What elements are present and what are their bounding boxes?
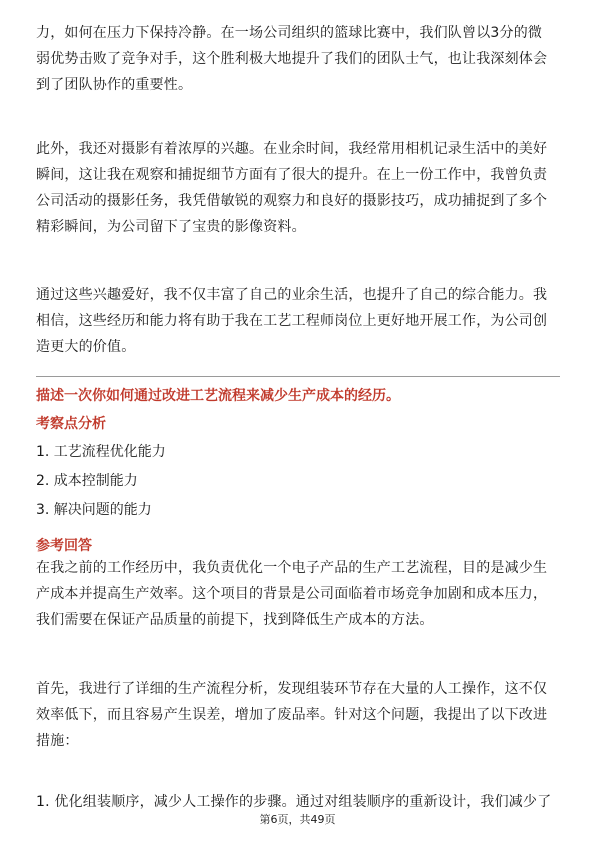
interview-question: 描述一次你如何通过改进工艺流程来减少生产成本的经历。 [36, 388, 400, 404]
text-line: 相信，这些经历和能力将有助于我在工艺工程师岗位上更好地开展工作，为公司创 [36, 313, 548, 329]
analysis-item: 3. 解决问题的能力 [36, 502, 152, 518]
answer-paragraph-analysis [36, 676, 560, 754]
text-line: 瞬间，这让我在观察和捕捉细节方面有了很大的提升。在上一份工作中，我曾负责 [36, 167, 548, 183]
text-line: 公司活动的摄影任务，我凭借敏锐的观察力和良好的摄影技巧，成功捕捉到了多个 [36, 193, 548, 209]
text-line: 1. 优化组装顺序，减少人工操作的步骤。通过对组装顺序的重新设计，我们减少了 [36, 794, 552, 810]
text-line: 措施： [36, 733, 79, 749]
answer-paragraph-background [36, 555, 560, 633]
analysis-heading: 考察点分析 [36, 416, 106, 432]
analysis-item: 2. 成本控制能力 [36, 473, 138, 489]
paragraph-teamwork [36, 20, 560, 98]
text-line: 力，如何在压力下保持冷静。在一场公司组织的篮球比赛中，我们队曾以3分的微 [36, 25, 543, 41]
answer-heading: 参考回答 [36, 538, 92, 554]
text-line: 产成本并提高生产效率。这个项目的背景是公司面临着市场竞争加剧和成本压力， [36, 586, 548, 602]
text-line: 精彩瞬间，为公司留下了宝贵的影像资料。 [36, 219, 306, 235]
section-divider [36, 376, 560, 377]
text-line: 造更大的价值。 [36, 339, 136, 355]
text-line: 通过这些兴趣爱好，我不仅丰富了自己的业余生活，也提升了自己的综合能力。我 [36, 287, 548, 303]
text-line: 此外，我还对摄影有着浓厚的兴趣。在业余时间，我经常用相机记录生活中的美好 [36, 141, 548, 157]
analysis-item: 1. 工艺流程优化能力 [36, 444, 166, 460]
text-line: 效率低下，而且容易产生误差，增加了废品率。针对这个问题，我提出了以下改进 [36, 707, 548, 723]
text-line: 在我之前的工作经历中，我负责优化一个电子产品的生产工艺流程，目的是减少生 [36, 560, 548, 576]
text-line: 我们需要在保证产品质量的前提下，找到降低生产成本的方法。 [36, 612, 434, 628]
paragraph-summary [36, 282, 560, 360]
text-line: 首先，我进行了详细的生产流程分析，发现组装环节存在大量的人工操作，这不仅 [36, 681, 548, 697]
text-line: 到了团队协作的重要性。 [36, 77, 193, 93]
paragraph-photography [36, 136, 560, 240]
page-number: 第6页，共49页 [259, 813, 336, 826]
text-line: 弱优势击败了竞争对手，这个胜利极大地提升了我们的团队士气，也让我深刻体会 [36, 51, 548, 67]
